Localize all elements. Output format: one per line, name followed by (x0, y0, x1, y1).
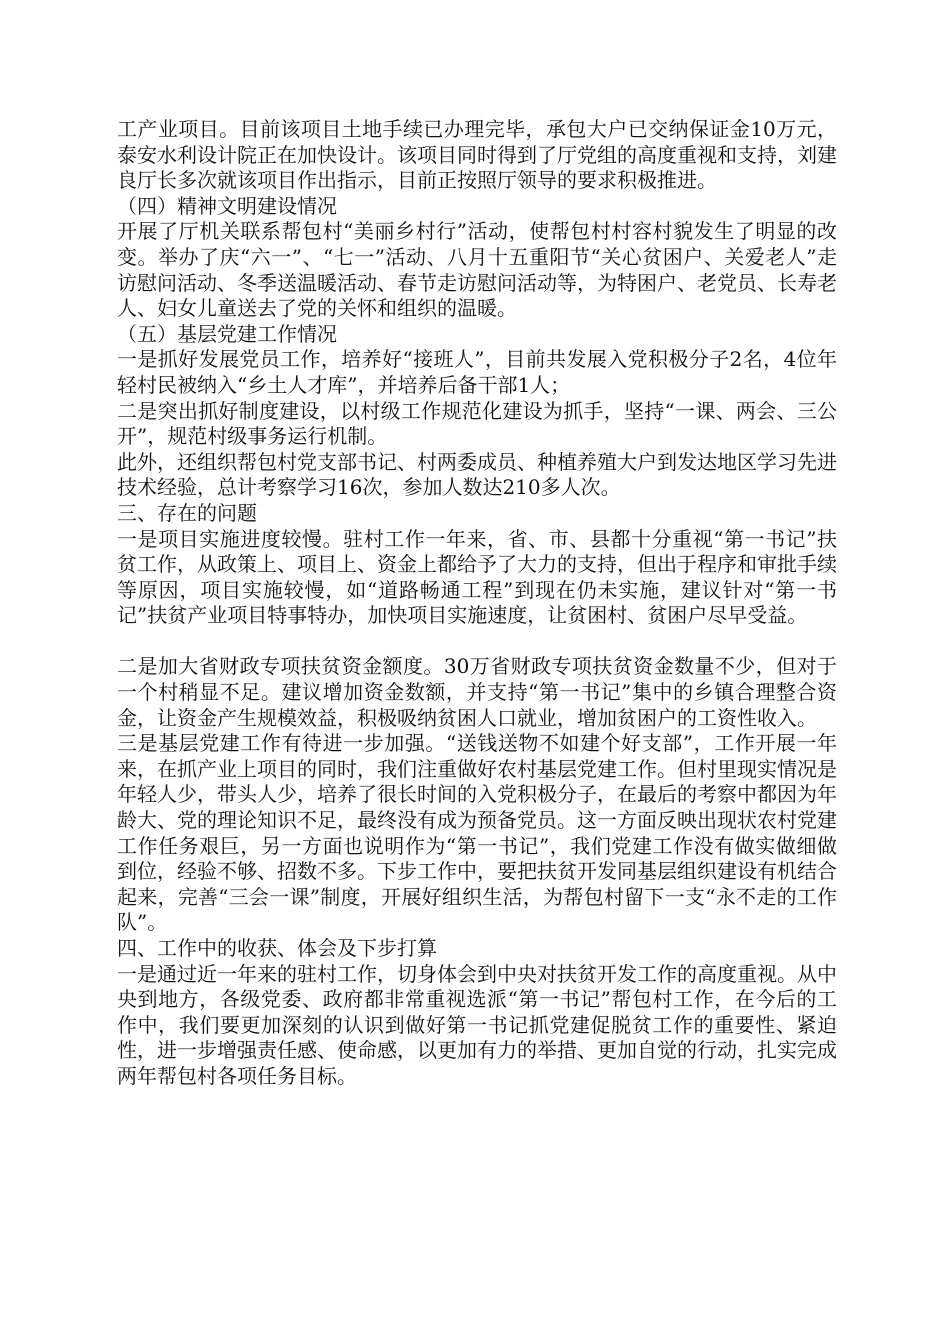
body-paragraph: 一是抓好发展党员工作，培养好“接班人”，目前共发展入党积极分子2名，4位年轻村民被纳入“乡土人才库”，并培养后备干部1人； (117, 347, 837, 397)
body-paragraph: 一是项目实施进度较慢。驻村工作一年来，省、市、县都十分重视“第一书记”扶贫工作，从政策上、项目上、资金上都给予了大力的支持，但出于程序和审批手续等原因，项目实施较慢，如“道路畅通工程”到现在仍未实施，建议针对“第一书记”扶贫产业项目特事特办，加快项目实施速度，让贫困村、贫困户尽早受益。 (117, 526, 837, 628)
blank-line (117, 629, 837, 655)
body-paragraph: 此外，还组织帮包村党支部书记、村两委成员、种植养殖大户到发达地区学习先进技术经验，总计考察学习16次，参加人数达210多人次。 (117, 449, 837, 500)
body-paragraph: 三是基层党建工作有待进一步加强。“送钱送物不如建个好支部”，工作开展一年来，在抓产业上项目的同时，我们注重做好农村基层党建工作。但村里现实情况是年轻人少，带头人少，培养了很长时间的入党积极分子，在最后的考察中都因为年龄大、党的理论知识不足，最终没有成为预备党员。这一方面反映出现状农村党建工作任务艰巨，另一方面也说明作为“第一书记”，我们党建工作没有做实做细做到位，经验不够、招数不多。下步工作中，要把扶贫开发同基层组织建设有机结合起来，完善“三会一课”制度，开展好组织生活，为帮包村留下一支“永不走的工作队”。 (117, 731, 837, 935)
body-paragraph: 开展了厅机关联系帮包村“美丽乡村行”活动，使帮包村村容村貌发生了明显的改变。举办了庆“六一”、“七一”活动、八月十五重阳节“关心贫困户、关爱老人”走访慰问活动、冬季送温暖活动、春节走访慰问活动等，为特困户、老党员、长寿老人、妇女儿童送去了党的关怀和组织的温暖。 (117, 219, 837, 321)
section-heading: （五）基层党建工作情况 (117, 321, 337, 346)
body-paragraph: 二是加大省财政专项扶贫资金额度。30万省财政专项扶贫资金数量不少，但对于一个村稍显不足。建议增加资金数额，并支持“第一书记”集中的乡镇合理整合资金，让资金产生规模效益，积极吸纳贫困人口就业，增加贫困户的工资性收入。 (117, 654, 837, 730)
body-paragraph: 工产业项目。目前该项目土地手续已办理完毕，承包大户已交纳保证金10万元，泰安水利设计院正在加快设计。该项目同时得到了厅党组的高度重视和支持，刘建良厅长多次就该项目作出指示，目前正按照厅领导的要求积极推进。 (117, 117, 837, 193)
section-heading: 三、存在的问题 (117, 500, 257, 525)
document-page (117, 117, 837, 1090)
body-paragraph: 一是通过近一年来的驻村工作，切身体会到中央对扶贫开发工作的高度重视。从中央到地方，各级党委、政府都非常重视选派“第一书记”帮包村工作，在今后的工作中，我们要更加深刻的认识到做好第一书记抓党建促脱贫工作的重要性、紧迫性，进一步增强责任感、使命感，以更加有力的举措、更加自觉的行动，扎实完成两年帮包村各项任务目标。 (117, 961, 837, 1088)
section-heading: 四、工作中的收获、体会及下步打算 (117, 936, 437, 960)
section-heading: （四）精神文明建设情况 (117, 193, 337, 218)
body-paragraph: 二是突出抓好制度建设，以村级工作规范化建设为抓手，坚持“一课、两会、三公开”，规范村级事务运行机制。 (117, 398, 837, 449)
